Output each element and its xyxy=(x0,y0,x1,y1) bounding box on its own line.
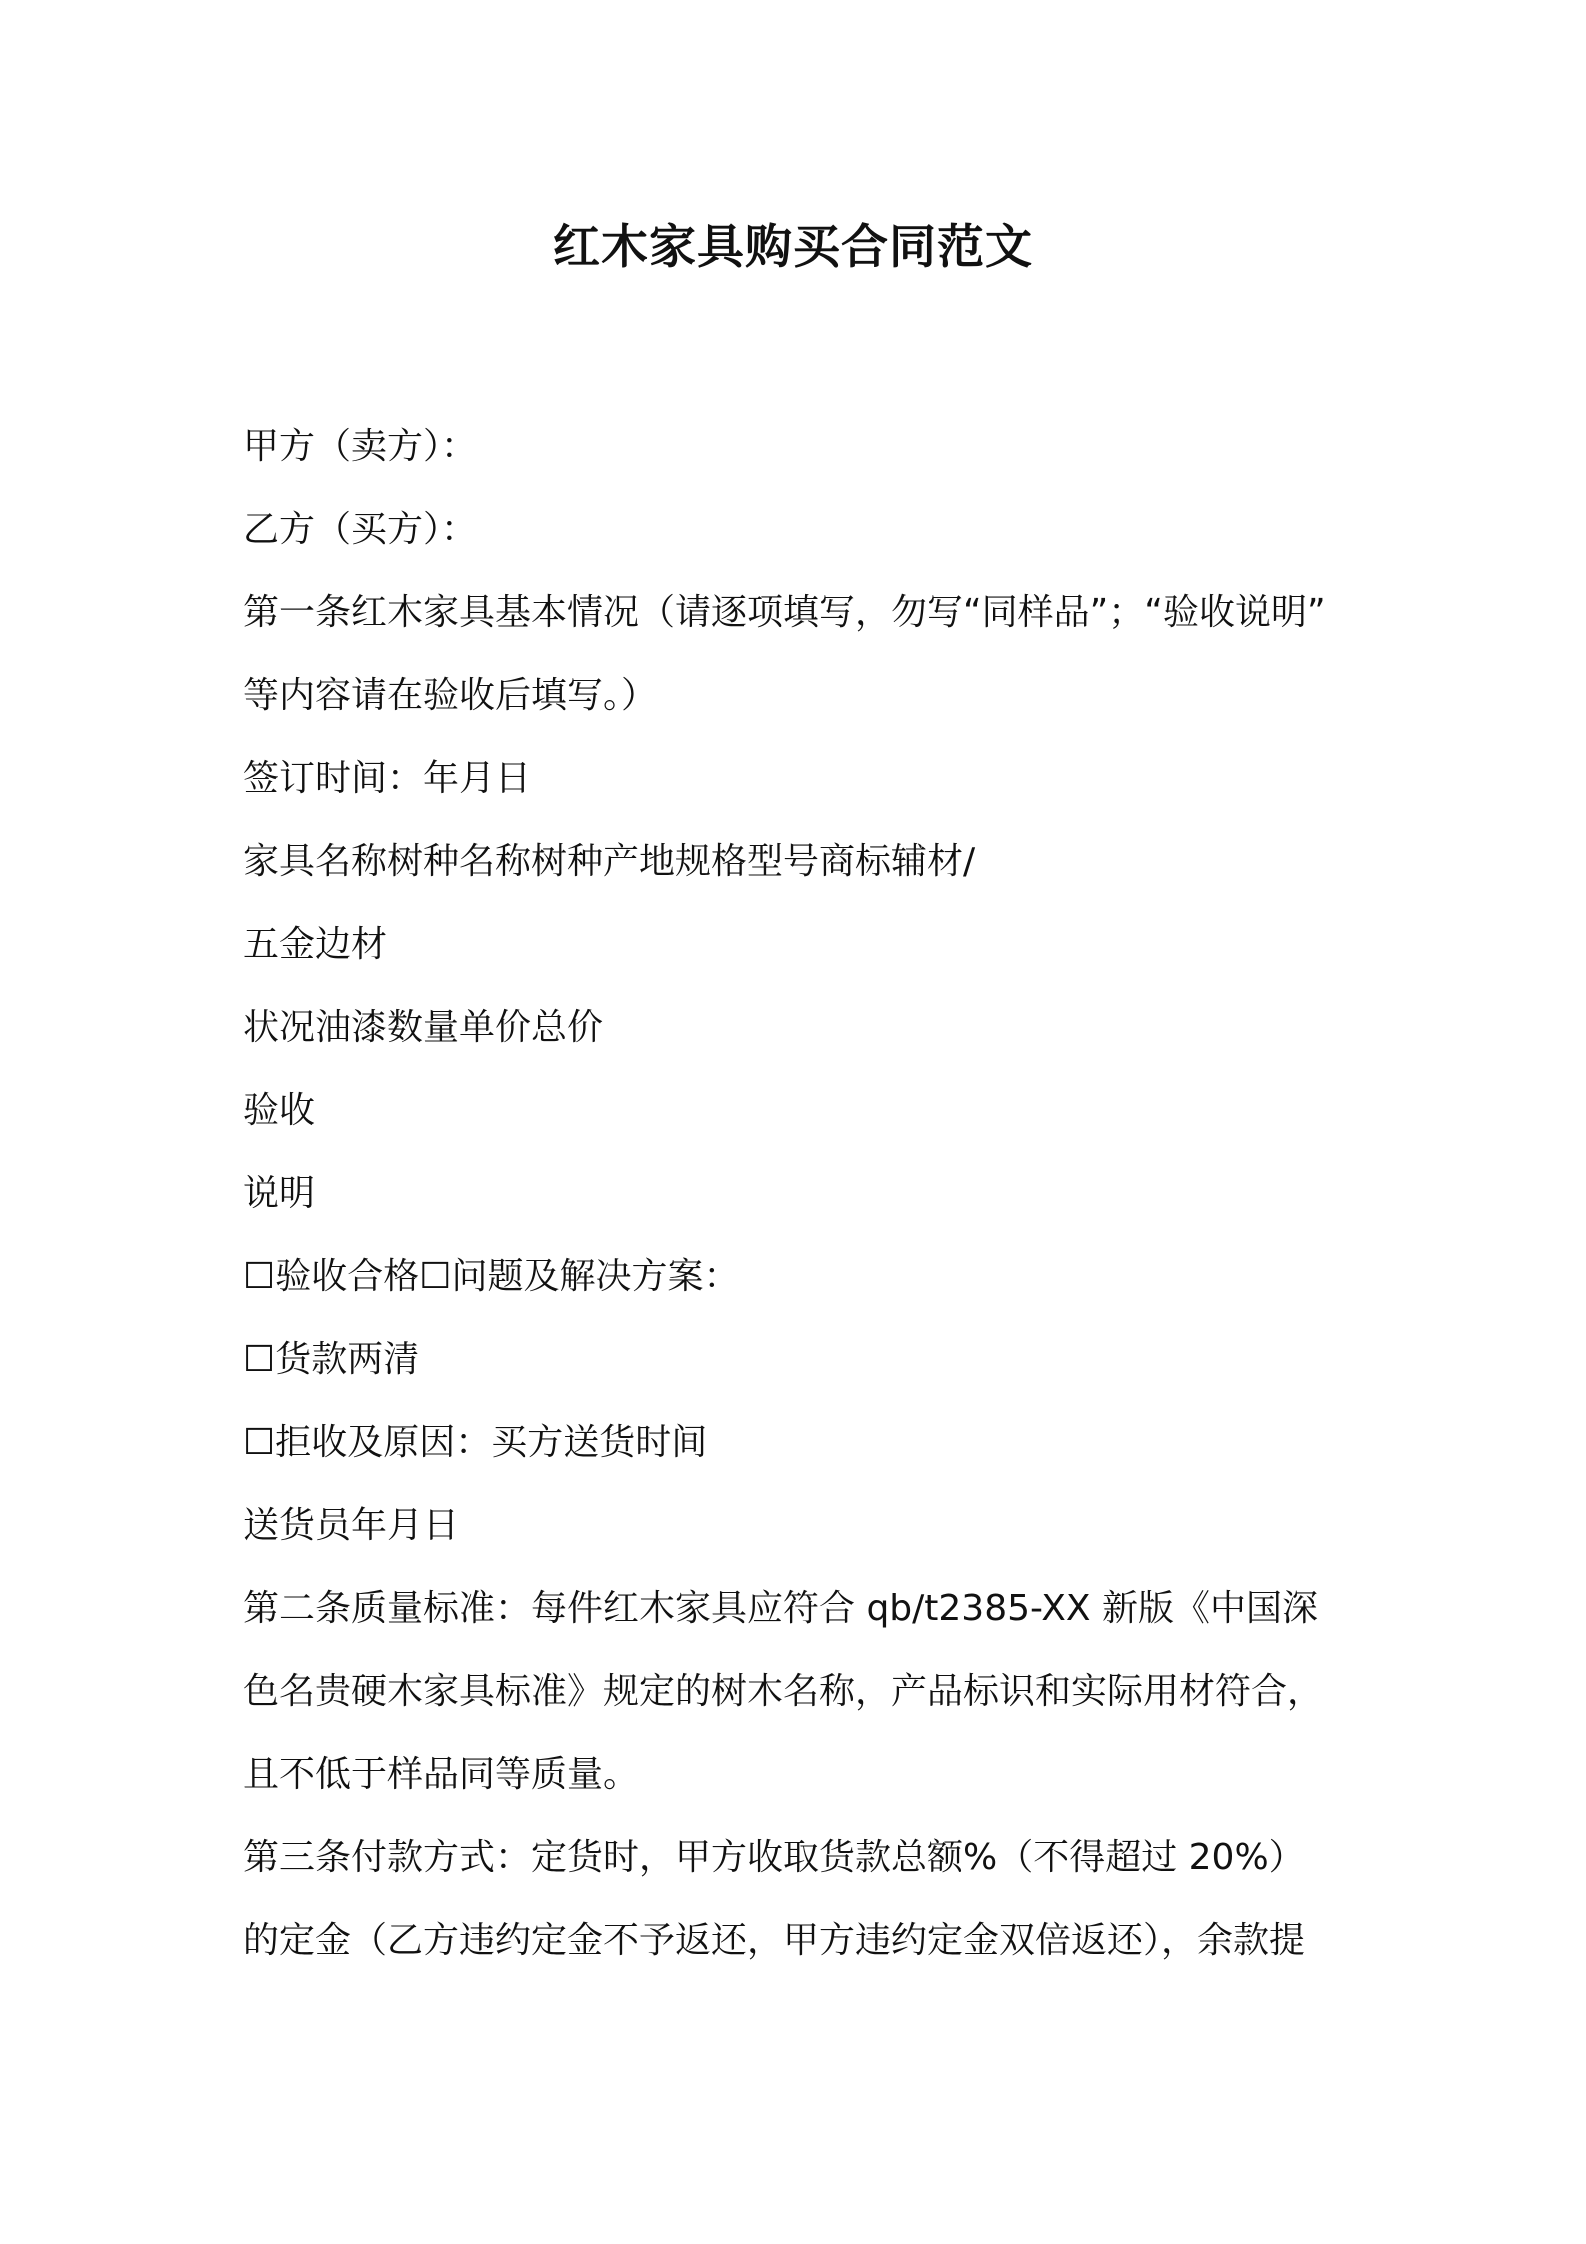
article-one-continuation: 等内容请在验收后填写。） xyxy=(243,675,658,716)
inspection-label: 验收 xyxy=(243,1090,316,1131)
article-one-line: 第一条红木家具基本情况（请逐项填写，勿写“同样品”；“验收说明” xyxy=(243,592,1326,633)
article-two-continuation-1: 色名贵硬木家具标准》规定的树木名称，产品标识和实际用材符合， xyxy=(243,1671,1324,1712)
delivery-person-line: 送货员年月日 xyxy=(243,1505,460,1546)
article-two-continuation-2: 且不低于样品同等质量。 xyxy=(243,1754,640,1795)
party-a-line: 甲方（卖方）： xyxy=(243,426,478,467)
hardware-line: 五金边材 xyxy=(243,924,388,965)
document-title: 红木家具购买合同范文 xyxy=(553,220,1033,275)
article-three-continuation: 的定金（乙方违约定金不予返还，甲方违约定金双倍返还），余款提 xyxy=(243,1920,1306,1961)
rejection-line: ☐拒收及原因：买方送货时间 xyxy=(243,1422,708,1463)
inspection-options-line: ☐验收合格☐问题及解决方案： xyxy=(243,1256,740,1297)
description-label: 说明 xyxy=(243,1173,316,1214)
party-b-line: 乙方（买方）： xyxy=(243,509,478,550)
furniture-columns-line: 家具名称树种名称树种产地规格型号商标辅材/ xyxy=(243,841,976,882)
article-two-line: 第二条质量标准：每件红木家具应符合 qb/t2385-XX 新版《中国深 xyxy=(243,1588,1318,1629)
payment-settled-line: ☐货款两清 xyxy=(243,1339,420,1380)
document-body xyxy=(243,405,1353,1982)
condition-columns-line: 状况油漆数量单价总价 xyxy=(243,1007,604,1048)
article-three-line: 第三条付款方式：定货时，甲方收取货款总额%（不得超过 20%） xyxy=(243,1837,1305,1878)
signing-date-line: 签订时间：年月日 xyxy=(243,758,532,799)
